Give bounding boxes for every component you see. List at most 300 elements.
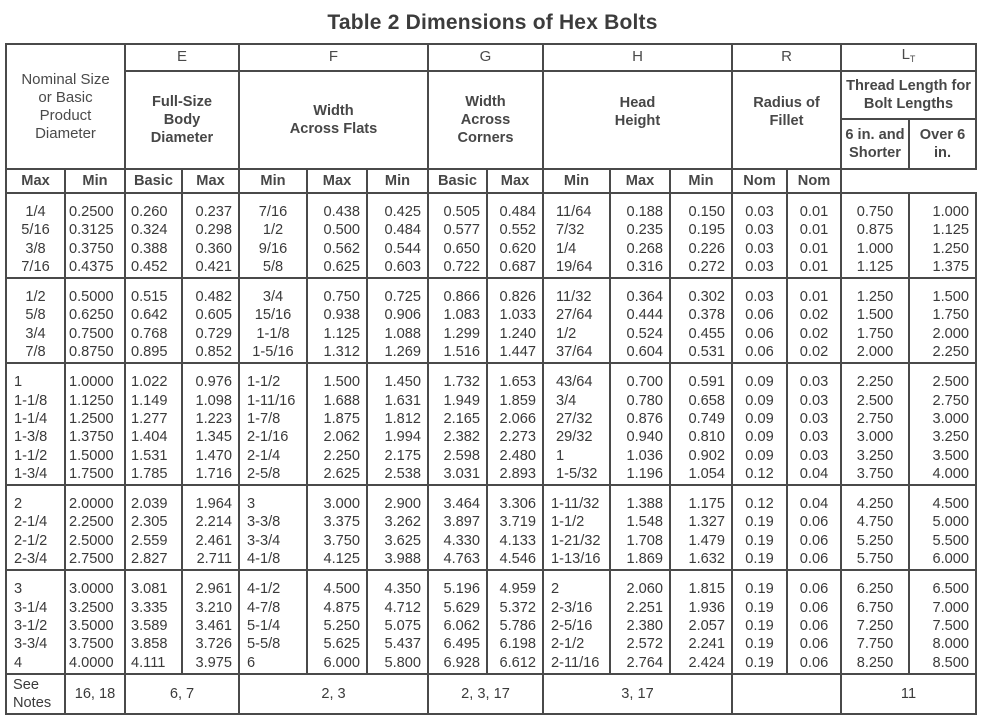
- cell-value: 6.062: [443, 617, 480, 634]
- col-h-basic: [543, 278, 610, 363]
- col-e-max: [125, 278, 182, 363]
- cell-value: 0.482: [195, 289, 232, 306]
- cell-value: 0.01: [799, 222, 829, 239]
- cell-value: 8.500: [932, 654, 969, 671]
- cell-value: 1-3/8: [14, 429, 48, 446]
- cell-value: 1.125: [856, 258, 894, 275]
- cell-value: 1/2: [25, 289, 46, 306]
- col-r-min: [787, 363, 841, 485]
- sub-f-min: Min: [239, 169, 307, 193]
- cell-value: 0.06: [745, 325, 774, 342]
- col-lt-long: [909, 485, 976, 570]
- cell-value: 0.895: [131, 344, 168, 361]
- cell-value: 1.531: [131, 447, 168, 464]
- col-e-max: [125, 363, 182, 485]
- cell-value: 4.111: [131, 654, 166, 671]
- cell-value: 3.081: [131, 581, 168, 598]
- cell-value: 0.235: [626, 222, 663, 239]
- cell-value: 0.722: [443, 258, 480, 275]
- cell-value: 3.262: [384, 514, 421, 531]
- cell-value: 2.175: [384, 447, 421, 464]
- cell-value: 3-3/8: [247, 514, 281, 531]
- cell-value: 2: [551, 581, 560, 598]
- cell-value: 1-5/32: [556, 465, 598, 482]
- cell-value: 1.345: [195, 429, 232, 446]
- header-group-e: E: [125, 44, 239, 71]
- cell-value: 43/64: [556, 374, 593, 391]
- cell-value: 2.5000: [69, 532, 114, 549]
- cell-value: 3.750: [323, 532, 360, 549]
- col-lt-long: [909, 278, 976, 363]
- cell-value: 15/16: [254, 307, 292, 324]
- cell-value: 1.098: [195, 392, 232, 409]
- cell-value: 4.000: [932, 465, 969, 482]
- cell-value: 0.19: [745, 581, 774, 598]
- sub-f-basic: Basic: [125, 169, 182, 193]
- cell-value: 0.19: [745, 617, 774, 634]
- col-r-max: [732, 193, 787, 278]
- cell-value: 1.450: [384, 374, 421, 391]
- cell-value: 3.375: [323, 514, 360, 531]
- cell-value: 1.500: [323, 374, 360, 391]
- cell-value: 0.09: [745, 392, 774, 409]
- cell-value: 1.277: [131, 410, 168, 427]
- cell-value: 5.372: [499, 599, 536, 616]
- cell-value: 2.625: [323, 465, 360, 482]
- cell-value: 6.500: [932, 581, 969, 598]
- cell-value: 2.961: [195, 581, 232, 598]
- col-basic-diameter: [65, 278, 125, 363]
- cell-value: 0.2500: [69, 204, 114, 220]
- col-f-max: [307, 570, 367, 673]
- cell-value: 2.900: [384, 496, 421, 513]
- cell-value: 0.6250: [69, 307, 114, 324]
- cell-value: 3.2500: [69, 599, 114, 616]
- cell-value: 1.716: [195, 465, 232, 482]
- cell-value: 0.06: [799, 599, 829, 616]
- cell-value: 0.524: [626, 325, 663, 342]
- cell-value: 3.5000: [69, 617, 114, 634]
- cell-value: 3.0000: [69, 581, 114, 598]
- cell-value: 4.250: [856, 496, 894, 513]
- sub-r-max: Max: [610, 169, 670, 193]
- col-nominal-size: [6, 570, 65, 673]
- cell-value: 2.062: [323, 429, 360, 446]
- cell-value: 0.810: [688, 429, 725, 446]
- cell-value: 0.3750: [69, 240, 114, 257]
- cell-value: 7/16: [258, 204, 288, 220]
- header-desc-f: Width Across Flats: [239, 71, 428, 169]
- cell-value: 0.09: [745, 410, 774, 427]
- cell-value: 3.000: [932, 410, 969, 427]
- sub-r-min: Min: [670, 169, 732, 193]
- cell-value: 3.500: [932, 447, 969, 464]
- cell-value: 5.196: [443, 581, 480, 598]
- sub-g-max: Max: [307, 169, 367, 193]
- cell-value: 0.03: [799, 392, 829, 409]
- col-h-basic: [543, 485, 610, 570]
- cell-value: 3-1/4: [14, 599, 48, 616]
- cell-value: 1.5000: [69, 447, 114, 464]
- cell-value: 0.150: [688, 204, 725, 220]
- cell-value: 7/32: [556, 222, 585, 239]
- cell-value: 5/16: [21, 222, 50, 239]
- header-desc-h: Head Height: [543, 71, 732, 169]
- cell-value: 1-1/4: [14, 410, 48, 427]
- cell-value: 4.875: [323, 599, 360, 616]
- cell-value: 0.500: [323, 222, 360, 239]
- lt-letter: L: [901, 46, 910, 64]
- cell-value: 1.732: [443, 374, 480, 391]
- cell-value: 2.764: [626, 654, 663, 671]
- cell-value: 1.388: [626, 496, 663, 513]
- cell-value: 1.708: [626, 532, 663, 549]
- cell-value: 3.461: [195, 617, 232, 634]
- cell-value: 0.725: [384, 289, 421, 306]
- cell-value: 2.0000: [69, 496, 114, 513]
- col-nominal-size: [6, 278, 65, 363]
- cell-value: 0.06: [745, 344, 774, 361]
- cell-value: 0.03: [799, 410, 829, 427]
- col-f-max: [307, 193, 367, 278]
- cell-value: 2.039: [131, 496, 168, 513]
- col-r-min: [787, 570, 841, 673]
- col-g-max: [428, 278, 487, 363]
- header-nominal-size: Nominal Size or Basic Product Diameter: [6, 44, 125, 169]
- cell-value: 1.312: [323, 344, 360, 361]
- col-basic-diameter: [65, 193, 125, 278]
- cell-value: 0.03: [745, 240, 774, 257]
- cell-value: 5-1/4: [247, 617, 281, 634]
- cell-value: 5.437: [384, 636, 421, 653]
- col-basic-diameter: [65, 363, 125, 485]
- cell-value: 4.546: [499, 551, 536, 568]
- cell-value: 1.936: [688, 599, 725, 616]
- cell-value: 3.897: [443, 514, 480, 531]
- cell-value: 2.241: [688, 636, 725, 653]
- cell-value: 1.653: [499, 374, 536, 391]
- cell-value: 4.750: [856, 514, 894, 531]
- cell-value: 0.364: [626, 289, 663, 306]
- notes-g: 2, 3, 17: [428, 674, 543, 714]
- cell-value: 0.324: [131, 222, 168, 239]
- col-nominal-size: [6, 485, 65, 570]
- cell-value: 1.500: [856, 307, 894, 324]
- cell-value: 0.12: [745, 496, 774, 513]
- cell-value: 2.057: [688, 617, 725, 634]
- cell-value: 2.305: [131, 514, 168, 531]
- cell-value: 2.572: [626, 636, 663, 653]
- cell-value: 0.237: [195, 204, 232, 220]
- size-block-row: [6, 278, 976, 363]
- cell-value: 1-5/16: [252, 344, 294, 361]
- cell-value: 7.750: [856, 636, 894, 653]
- cell-value: 1.949: [443, 392, 480, 409]
- col-lt-long: [909, 363, 976, 485]
- cell-value: 8.000: [932, 636, 969, 653]
- cell-value: 0.484: [384, 222, 421, 239]
- sub-h-min: Min: [543, 169, 610, 193]
- cell-value: 1.404: [131, 429, 168, 446]
- col-g-max: [428, 363, 487, 485]
- cell-value: 7/16: [21, 258, 50, 275]
- cell-value: 2.711: [196, 551, 232, 568]
- cell-value: 2.380: [626, 617, 663, 634]
- size-block-row: [6, 485, 976, 570]
- cell-value: 1.196: [626, 465, 663, 482]
- cell-value: 3.464: [443, 496, 480, 513]
- cell-value: 3.589: [131, 617, 168, 634]
- header-group-f: F: [239, 44, 428, 71]
- cell-value: 2.060: [626, 581, 663, 598]
- cell-value: 0.875: [856, 222, 894, 239]
- cell-value: 3-1/2: [14, 617, 48, 634]
- col-g-max: [428, 485, 487, 570]
- cell-value: 0.8750: [69, 344, 114, 361]
- cell-value: 0.03: [745, 222, 774, 239]
- col-g-min: [487, 570, 543, 673]
- cell-value: 0.02: [799, 307, 829, 324]
- cell-value: 1.033: [499, 307, 536, 324]
- cell-value: 0.866: [443, 289, 480, 306]
- cell-value: 3.988: [384, 551, 421, 568]
- cell-value: 1/2: [262, 222, 284, 239]
- cell-value: 0.04: [799, 496, 829, 513]
- cell-value: 2.214: [195, 514, 232, 531]
- cell-value: 1/4: [556, 240, 577, 257]
- cell-value: 1.516: [443, 344, 480, 361]
- cell-value: 1.548: [626, 514, 663, 531]
- cell-value: 0.09: [745, 429, 774, 446]
- cell-value: 2.251: [626, 599, 663, 616]
- cell-value: 2-1/2: [551, 636, 585, 653]
- sub-e-max: Max: [6, 169, 65, 193]
- cell-value: 0.316: [626, 258, 663, 275]
- col-e-max: [125, 570, 182, 673]
- cell-value: 0.3125: [69, 222, 114, 239]
- cell-value: 1.631: [384, 392, 421, 409]
- cell-value: 0.19: [745, 532, 774, 549]
- cell-value: 0.515: [131, 289, 168, 306]
- sub-g-min: Min: [367, 169, 428, 193]
- cell-value: 0.298: [195, 222, 232, 239]
- cell-value: 3.306: [499, 496, 536, 513]
- cell-value: 0.687: [499, 258, 536, 275]
- col-nominal-size: [6, 193, 65, 278]
- cell-value: 0.577: [443, 222, 480, 239]
- col-f-min: [367, 570, 428, 673]
- cell-value: 1.250: [932, 240, 969, 257]
- col-g-max: [428, 193, 487, 278]
- cell-value: 4.350: [384, 581, 421, 598]
- cell-value: 2.250: [856, 374, 894, 391]
- cell-value: 2.500: [932, 374, 969, 391]
- notes-h: 3, 17: [543, 674, 732, 714]
- col-f-max: [307, 363, 367, 485]
- cell-value: 1-11/16: [247, 392, 296, 409]
- header-group-h: H: [543, 44, 732, 71]
- cell-value: 1.964: [195, 496, 232, 513]
- cell-value: 3-3/4: [247, 532, 281, 549]
- cell-value: 2.750: [932, 392, 969, 409]
- cell-value: 3-3/4: [14, 636, 48, 653]
- cell-value: 1.447: [499, 344, 536, 361]
- cell-value: 5/8: [25, 307, 46, 324]
- col-r-max: [732, 570, 787, 673]
- cell-value: 3.210: [195, 599, 232, 616]
- cell-value: 1.812: [384, 410, 421, 427]
- col-g-min: [487, 193, 543, 278]
- cell-value: 4.763: [443, 551, 480, 568]
- col-g-min: [487, 278, 543, 363]
- cell-value: 4.712: [384, 599, 421, 616]
- cell-value: 0.06: [799, 581, 829, 598]
- cell-value: 5.786: [499, 617, 536, 634]
- cell-value: 2.893: [499, 465, 536, 482]
- cell-value: 0.658: [688, 392, 725, 409]
- col-nominal-size: [6, 363, 65, 485]
- header-desc-r: Radius of Fillet: [732, 71, 841, 169]
- cell-value: 19/64: [556, 258, 593, 275]
- cell-value: 0.06: [745, 307, 774, 324]
- cell-value: 1.500: [932, 289, 969, 306]
- col-h-basic: [543, 570, 610, 673]
- cell-value: 2-1/4: [247, 447, 281, 464]
- size-block-row: [6, 193, 976, 278]
- cell-value: 2.000: [856, 344, 894, 361]
- cell-value: 1.240: [499, 325, 536, 342]
- cell-value: 1.054: [688, 465, 725, 482]
- cell-value: 1.470: [195, 447, 232, 464]
- cell-value: 1-11/32: [551, 496, 600, 513]
- notes-e: 6, 7: [125, 674, 239, 714]
- cell-value: 0.531: [688, 344, 725, 361]
- cell-value: 3.975: [195, 654, 232, 671]
- cell-value: 0.642: [131, 307, 168, 324]
- col-f-basic: [239, 278, 307, 363]
- cell-value: 0.605: [195, 307, 232, 324]
- col-lt-short: [841, 570, 909, 673]
- sub-h-max: Max: [487, 169, 543, 193]
- cell-value: 0.01: [799, 258, 829, 275]
- cell-value: 11/64: [556, 204, 592, 220]
- col-h-max: [610, 570, 670, 673]
- cell-value: 0.5000: [69, 289, 114, 306]
- cell-value: 1.632: [688, 551, 725, 568]
- col-f-min: [367, 485, 428, 570]
- size-block-row: [6, 570, 976, 673]
- cell-value: 0.562: [323, 240, 360, 257]
- cell-value: 0.7500: [69, 325, 114, 342]
- cell-value: 6.000: [323, 654, 360, 671]
- col-r-max: [732, 363, 787, 485]
- col-g-min: [487, 485, 543, 570]
- cell-value: 2.273: [499, 429, 536, 446]
- cell-value: 1.1250: [69, 392, 114, 409]
- cell-value: 0.06: [799, 636, 829, 653]
- cell-value: 2.250: [932, 344, 969, 361]
- cell-value: 5/8: [262, 258, 284, 275]
- cell-value: 5.750: [856, 551, 894, 568]
- cell-value: 0.268: [626, 240, 663, 257]
- lt-subscript: T: [909, 54, 916, 65]
- cell-value: 0.195: [688, 222, 725, 239]
- cell-value: 0.700: [626, 374, 663, 391]
- cell-value: 0.552: [499, 222, 536, 239]
- cell-value: 0.19: [745, 654, 774, 671]
- col-f-min: [367, 363, 428, 485]
- col-lt-short: [841, 363, 909, 485]
- cell-value: 4.330: [443, 532, 480, 549]
- cell-value: 0.19: [745, 636, 774, 653]
- cell-value: 27/64: [556, 307, 593, 324]
- cell-value: 1-1/2: [247, 374, 281, 391]
- cell-value: 0.729: [195, 325, 232, 342]
- cell-value: 2.7500: [69, 551, 114, 568]
- cell-value: 1.785: [131, 465, 168, 482]
- cell-value: 1-1/8: [14, 392, 48, 409]
- cell-value: 1.299: [443, 325, 480, 342]
- cell-value: 1-13/16: [551, 551, 601, 568]
- cell-value: 0.750: [323, 289, 360, 306]
- cell-value: 3.031: [443, 465, 480, 482]
- cell-value: 0.02: [799, 325, 829, 342]
- cell-value: 2-1/2: [14, 532, 48, 549]
- cell-value: 1.994: [384, 429, 421, 446]
- col-e-min: [182, 570, 239, 673]
- col-r-max: [732, 278, 787, 363]
- cell-value: 1: [14, 374, 23, 391]
- cell-value: 0.02: [799, 344, 829, 361]
- cell-value: 4.125: [323, 551, 360, 568]
- cell-value: 5.629: [443, 599, 480, 616]
- sub-lt-short-nom: Nom: [732, 169, 787, 193]
- col-h-max: [610, 363, 670, 485]
- col-g-max: [428, 570, 487, 673]
- cell-value: 5.625: [323, 636, 360, 653]
- col-f-max: [307, 485, 367, 570]
- cell-value: 0.04: [799, 465, 829, 482]
- col-lt-short: [841, 485, 909, 570]
- cell-value: 3/4: [25, 325, 46, 342]
- cell-value: 2.165: [443, 410, 480, 427]
- cell-value: 0.4375: [69, 258, 114, 275]
- sub-h-basic: Basic: [428, 169, 487, 193]
- col-h-min: [670, 193, 732, 278]
- cell-value: 1.375: [932, 258, 969, 275]
- cell-value: 0.650: [443, 240, 480, 257]
- cell-value: 3/4: [262, 289, 284, 306]
- cell-value: 0.421: [195, 258, 232, 275]
- cell-value: 1.223: [195, 410, 232, 427]
- col-f-min: [367, 193, 428, 278]
- cell-value: 0.425: [384, 204, 421, 220]
- notes-nominal: 16, 18: [65, 674, 125, 714]
- cell-value: 4.133: [499, 532, 536, 549]
- cell-value: 3/4: [556, 392, 577, 409]
- cell-value: 0.226: [688, 240, 725, 257]
- cell-value: 4.959: [499, 581, 536, 598]
- col-basic-diameter: [65, 570, 125, 673]
- cell-value: 0.378: [688, 307, 725, 324]
- cell-value: 0.06: [799, 532, 829, 549]
- cell-value: 1.688: [323, 392, 360, 409]
- cell-value: 0.09: [745, 447, 774, 464]
- cell-value: 1.7500: [69, 465, 114, 482]
- col-basic-diameter: [65, 485, 125, 570]
- cell-value: 0.06: [799, 514, 829, 531]
- hex-bolt-dimensions-table: [5, 43, 977, 715]
